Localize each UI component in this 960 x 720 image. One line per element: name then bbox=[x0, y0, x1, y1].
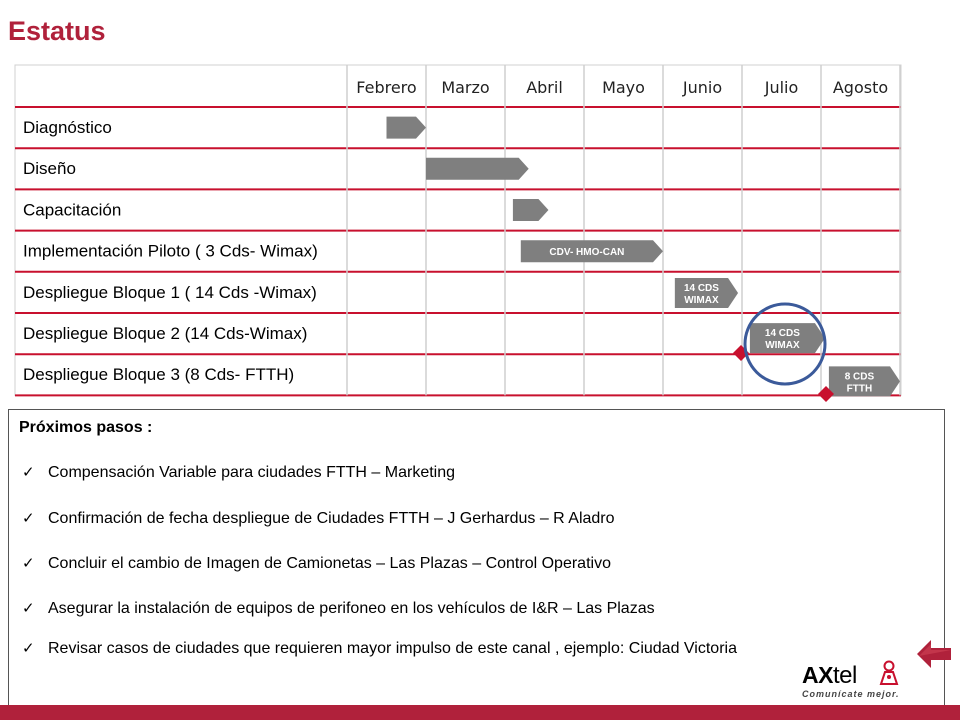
month-header: Abril bbox=[526, 78, 563, 97]
month-header: Agosto bbox=[832, 78, 889, 97]
next-step-text: Compensación Variable para ciudades FTTH – Marketing bbox=[48, 464, 456, 481]
next-step-item bbox=[22, 639, 737, 658]
next-step-item bbox=[22, 509, 615, 528]
task-label: Capacitación bbox=[23, 200, 122, 220]
task-bar-label: 8 CDS bbox=[844, 371, 875, 383]
task-bar-label: CDV- HMO-CAN bbox=[549, 247, 625, 259]
next-step-text: Concluir el cambio de Imagen de Camionetas – Las Plazas – Control Operativo bbox=[48, 555, 611, 572]
task-bar bbox=[387, 117, 427, 139]
next-step-item bbox=[22, 599, 655, 618]
next-steps-title: Próximos pasos : bbox=[19, 419, 153, 436]
task-labels bbox=[23, 118, 318, 384]
task-label: Diseño bbox=[23, 159, 76, 179]
task-bar-label: WIMAX bbox=[765, 340, 800, 352]
page-title: Estatus bbox=[8, 16, 106, 46]
logo-figure-icon bbox=[877, 660, 901, 686]
task-label: Diagnóstico bbox=[23, 118, 112, 137]
logo-wordmark: AXtel bbox=[802, 662, 857, 689]
next-step-text: Asegurar la instalación de equipos de perifoneo en los vehículos de I&R – Las Plazas bbox=[48, 600, 655, 617]
task-bar bbox=[513, 199, 549, 221]
checkmark-icon: ✓ bbox=[22, 639, 35, 657]
month-header: Junio bbox=[682, 78, 723, 97]
month-header: Mayo bbox=[602, 78, 645, 97]
task-bar-label: 14 CDS bbox=[683, 282, 719, 294]
next-step-text: Confirmación de fecha despliegue de Ciudades FTTH – J Gerhardus – R Aladro bbox=[48, 510, 615, 527]
month-header: Julio bbox=[764, 78, 799, 97]
task-label: Despliegue Bloque 2 (14 Cds-Wimax) bbox=[23, 324, 308, 343]
task-bar-label: WIMAX bbox=[684, 294, 719, 306]
checkmark-icon: ✓ bbox=[22, 554, 35, 572]
month-header: Marzo bbox=[441, 78, 490, 97]
checkmark-icon: ✓ bbox=[22, 509, 35, 527]
month-header: Febrero bbox=[356, 78, 417, 97]
logo-tagline: Comunícate mejor. bbox=[802, 689, 900, 699]
task-label: Despliegue Bloque 1 ( 14 Cds -Wimax) bbox=[23, 282, 317, 302]
task-label: Despliegue Bloque 3 (8 Cds- FTTH) bbox=[23, 365, 295, 385]
axtel-logo bbox=[802, 660, 912, 702]
next-step-item bbox=[22, 554, 611, 573]
footer-bar bbox=[0, 705, 960, 720]
next-step-item bbox=[22, 463, 455, 482]
next-step-text: Revisar casos de ciudades que requieren mayor impulso de este canal , ejemplo: Ciudad Victoria bbox=[48, 640, 737, 657]
checkmark-icon: ✓ bbox=[22, 599, 35, 617]
back-arrow-icon[interactable] bbox=[917, 636, 953, 672]
task-bar-label: 14 CDS bbox=[764, 328, 800, 340]
checkmark-icon: ✓ bbox=[22, 463, 35, 481]
month-headers bbox=[356, 78, 888, 97]
task-label: Implementación Piloto ( 3 Cds- Wimax) bbox=[23, 241, 318, 261]
task-bar bbox=[426, 158, 529, 180]
task-bar-label: FTTH bbox=[846, 383, 873, 395]
